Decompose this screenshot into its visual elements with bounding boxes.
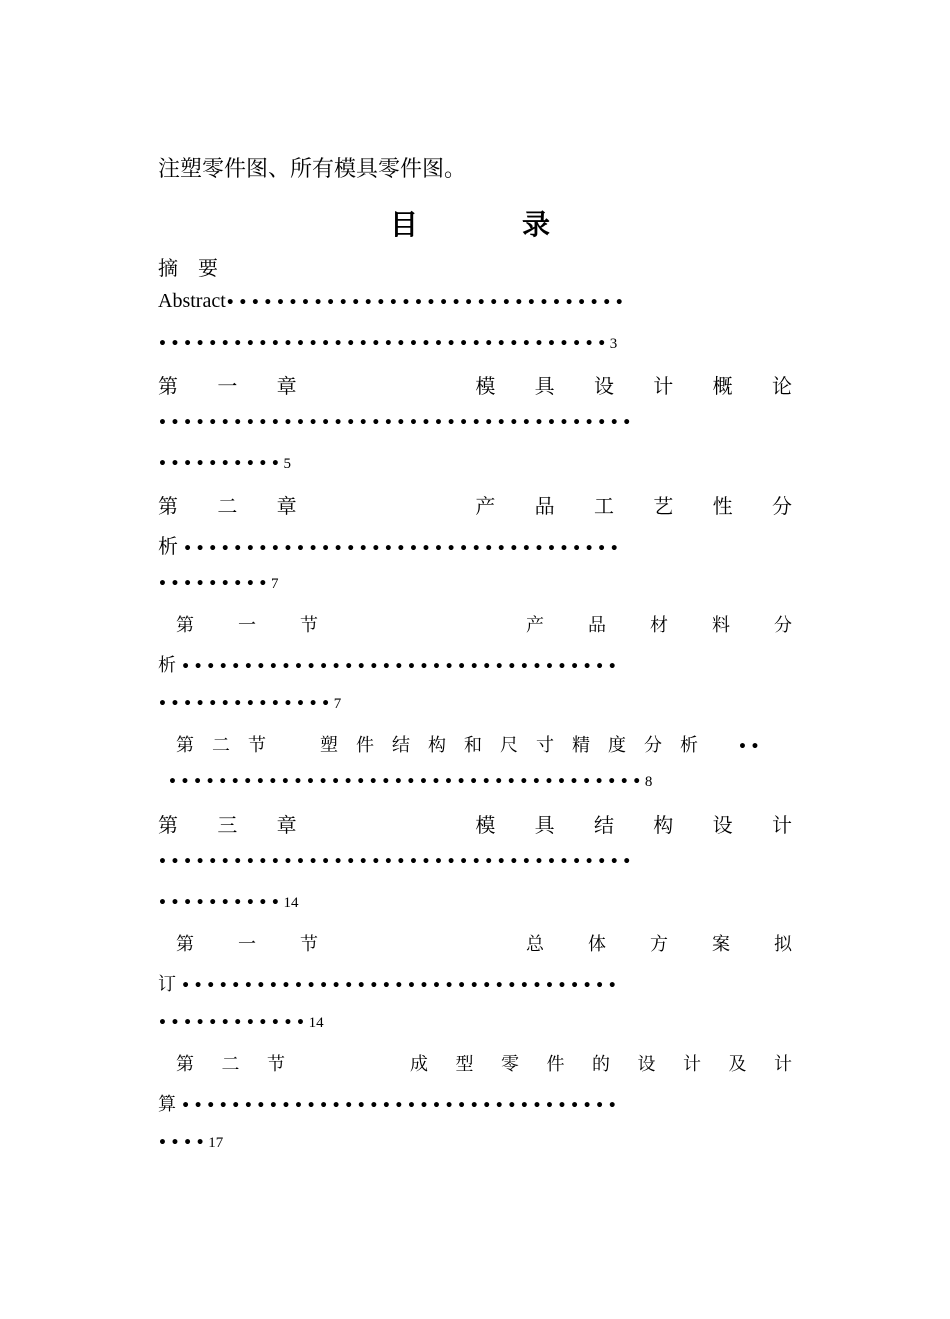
- page-number: 17: [208, 1135, 224, 1151]
- toc-entry-text: 第 二 节 塑 件 结 构 和 尺 寸 精 度 分 析: [176, 735, 698, 756]
- toc-ch3-s1-leader2: ••••••••••••14: [158, 1015, 324, 1031]
- toc-ch2-leader: 析 •••••••••••••••••••••••••••••••••••: [158, 534, 623, 558]
- toc-char: 总: [526, 934, 544, 955]
- toc-char: 型: [455, 1054, 474, 1075]
- toc-ch3-s2-leader: 算 •••••••••••••••••••••••••••••••••••: [158, 1094, 621, 1115]
- toc-char: 分: [771, 494, 792, 518]
- toc-char: 三: [217, 813, 238, 837]
- intro-text: 注塑零件图、所有模具零件图。: [158, 157, 467, 182]
- toc-char: 章: [276, 374, 297, 398]
- toc-char: 第: [176, 1054, 194, 1075]
- toc-char: 第: [176, 615, 194, 636]
- page-number: 7: [270, 576, 279, 592]
- toc-char: 艺: [653, 494, 674, 518]
- toc-char: 模: [475, 374, 496, 398]
- toc-char: 品: [534, 494, 555, 518]
- toc-char: 论: [771, 374, 792, 398]
- toc-ch3[interactable]: [158, 809, 792, 838]
- toc-ch3-s2-leader2: ••••17: [158, 1135, 224, 1151]
- toc-ch1-leader2: ••••••••••5: [158, 456, 291, 472]
- toc-char: 件: [546, 1054, 565, 1075]
- toc-char: 分: [774, 615, 792, 636]
- toc-char: 设: [637, 1054, 656, 1075]
- toc-char: 具: [534, 813, 555, 837]
- toc-char: 设: [593, 374, 614, 398]
- toc-char: 第: [158, 494, 178, 518]
- toc-ch2-s2-leader: ••••••••••••••••••••••••••••••••••••••8: [168, 774, 653, 790]
- toc-char: 析: [158, 534, 178, 558]
- toc-char: 构: [653, 813, 674, 837]
- toc-char: 第: [158, 813, 178, 837]
- toc-char: 析: [158, 655, 176, 676]
- toc-char: 具: [534, 374, 555, 398]
- toc-char: 成: [410, 1054, 428, 1075]
- toc-ch3-s1-leader: 订 •••••••••••••••••••••••••••••••••••: [158, 974, 621, 995]
- toc-ch3-leader2: ••••••••••14: [158, 895, 299, 911]
- toc-char: 的: [592, 1054, 610, 1075]
- toc-char: 节: [300, 934, 318, 955]
- toc-ch2-s2[interactable]: 第 二 节 塑 件 结 构 和 尺 寸 精 度 分 析 ••: [176, 735, 764, 756]
- toc-char: 产: [526, 615, 544, 636]
- toc-char: 品: [588, 615, 606, 636]
- toc-char: 一: [238, 615, 256, 636]
- toc-char: 二: [221, 1054, 240, 1075]
- toc-char: 拟: [774, 934, 792, 955]
- toc-char: 结: [593, 813, 614, 837]
- toc-abstract-leader: ••••••••••••••••••••••••••••••••••••3: [158, 336, 618, 352]
- toc-char: 计: [774, 1054, 792, 1075]
- toc-char: 性: [712, 494, 733, 518]
- toc-char: 零: [501, 1054, 519, 1075]
- toc-ch1-leader: ••••••••••••••••••••••••••••••••••••••: [158, 415, 635, 431]
- toc-char: 二: [217, 494, 238, 518]
- toc-char: 及: [728, 1054, 747, 1075]
- toc-char: 方: [650, 934, 668, 955]
- toc-ch2-s1-leader2: ••••••••••••••7: [158, 696, 342, 712]
- toc-ch3-s2[interactable]: [176, 1050, 792, 1076]
- toc-ch3-s1[interactable]: [176, 930, 792, 956]
- toc-title: 目 录: [389, 208, 588, 241]
- abstract-label: Abstract: [158, 290, 226, 312]
- toc-char: 工: [593, 494, 614, 518]
- toc-char: 章: [276, 494, 297, 518]
- toc-ch2[interactable]: [158, 490, 792, 519]
- page-number: 8: [644, 774, 653, 790]
- toc-char: 订: [158, 974, 176, 995]
- toc-abstract-en[interactable]: Abstract••••••••••••••••••••••••••••••••: [158, 290, 628, 312]
- toc-char: 计: [771, 813, 792, 837]
- toc-char: 概: [712, 374, 733, 398]
- page-number: 5: [283, 456, 291, 472]
- toc-ch2-s1[interactable]: [176, 611, 792, 637]
- page-number: 7: [333, 696, 342, 712]
- toc-char: 第: [158, 374, 178, 398]
- toc-ch1[interactable]: [158, 370, 792, 399]
- toc-char: 一: [238, 934, 256, 955]
- toc-char: 第: [176, 934, 194, 955]
- toc-char: 模: [475, 813, 496, 837]
- toc-char: 案: [712, 934, 730, 955]
- toc-char: 算: [158, 1094, 176, 1115]
- toc-char: 计: [653, 374, 674, 398]
- toc-char: 料: [712, 615, 730, 636]
- page-number: 3: [609, 336, 618, 352]
- toc-char: 计: [683, 1054, 701, 1075]
- toc-abstract-cn: 摘 要: [158, 256, 218, 280]
- page-number: 14: [283, 895, 299, 911]
- toc-char: 材: [650, 615, 668, 636]
- toc-char: 体: [588, 934, 606, 955]
- toc-char: 一: [217, 374, 238, 398]
- toc-char: 节: [300, 615, 318, 636]
- toc-ch2-s1-leader: 析 •••••••••••••••••••••••••••••••••••: [158, 655, 621, 676]
- toc-char: 产: [475, 494, 496, 518]
- toc-ch2-leader2: •••••••••7: [158, 576, 279, 592]
- toc-char: 节: [267, 1054, 285, 1075]
- toc-char: 设: [712, 813, 733, 837]
- toc-char: 章: [276, 813, 297, 837]
- toc-ch3-leader: ••••••••••••••••••••••••••••••••••••••: [158, 854, 635, 870]
- page-number: 14: [308, 1015, 324, 1031]
